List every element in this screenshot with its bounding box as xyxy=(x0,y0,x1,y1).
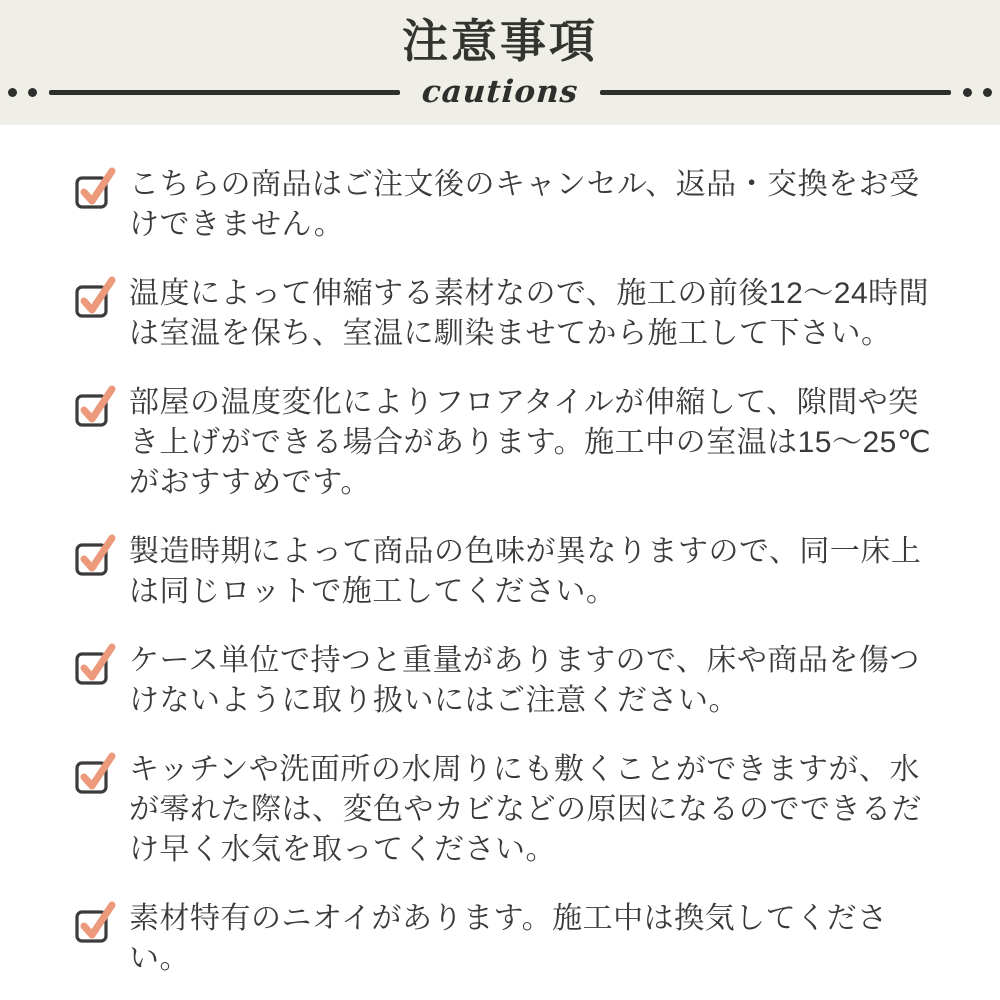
checked-checkbox-icon xyxy=(74,899,116,944)
caution-item xyxy=(74,383,944,503)
dot-icon xyxy=(983,88,992,97)
caution-text: 部屋の温度変化によりフロアタイルが伸縮して、隙間や突き上げができる場合があります。施工中の室温は15〜25℃がおすすめです。 xyxy=(129,386,932,499)
caution-item xyxy=(74,641,944,721)
caution-item xyxy=(74,532,944,612)
dot-icon xyxy=(28,88,37,97)
page-title: 注意事項 xyxy=(402,15,598,67)
dot-icon xyxy=(8,88,17,97)
caution-text: ケース単位で持つと重量がありますので、床や商品を傷つけないように取り扱いにはご注意ください。 xyxy=(129,644,920,717)
dot-icon xyxy=(963,88,972,97)
caution-list xyxy=(0,125,1000,979)
checked-checkbox-icon xyxy=(74,532,116,577)
checked-checkbox-icon xyxy=(74,383,116,428)
caution-item xyxy=(74,750,944,870)
caution-text: 製造時期によって商品の色味が異なりますので、同一床上は同じロットで施工してください。 xyxy=(129,535,922,608)
caution-item xyxy=(74,165,944,245)
divider-dots-left xyxy=(8,88,37,97)
title-divider xyxy=(0,75,1000,109)
checked-checkbox-icon xyxy=(74,750,116,795)
caution-item xyxy=(74,899,944,979)
caution-text: こちらの商品はご注文後のキャンセル、返品・交換をお受けできません。 xyxy=(129,168,920,241)
caution-text: キッチンや洗面所の水周りにも敷くことができますが、水が零れた際は、変色やカビなどの原因になるのでできるだけ早く水気を取ってください。 xyxy=(129,753,922,866)
subtitle: cautions xyxy=(420,74,580,111)
header xyxy=(0,0,1000,125)
divider-line-left xyxy=(49,90,400,95)
divider-line-right xyxy=(600,90,951,95)
checked-checkbox-icon xyxy=(74,165,116,210)
divider-dots-right xyxy=(963,88,992,97)
caution-text: 素材特有のニオイがあります。施工中は換気してください。 xyxy=(129,902,888,975)
caution-item xyxy=(74,274,944,354)
checked-checkbox-icon xyxy=(74,641,116,686)
checked-checkbox-icon xyxy=(74,274,116,319)
caution-text: 温度によって伸縮する素材なので、施工の前後12〜24時間は室温を保ち、室温に馴染ませてから施工して下さい。 xyxy=(129,277,930,350)
